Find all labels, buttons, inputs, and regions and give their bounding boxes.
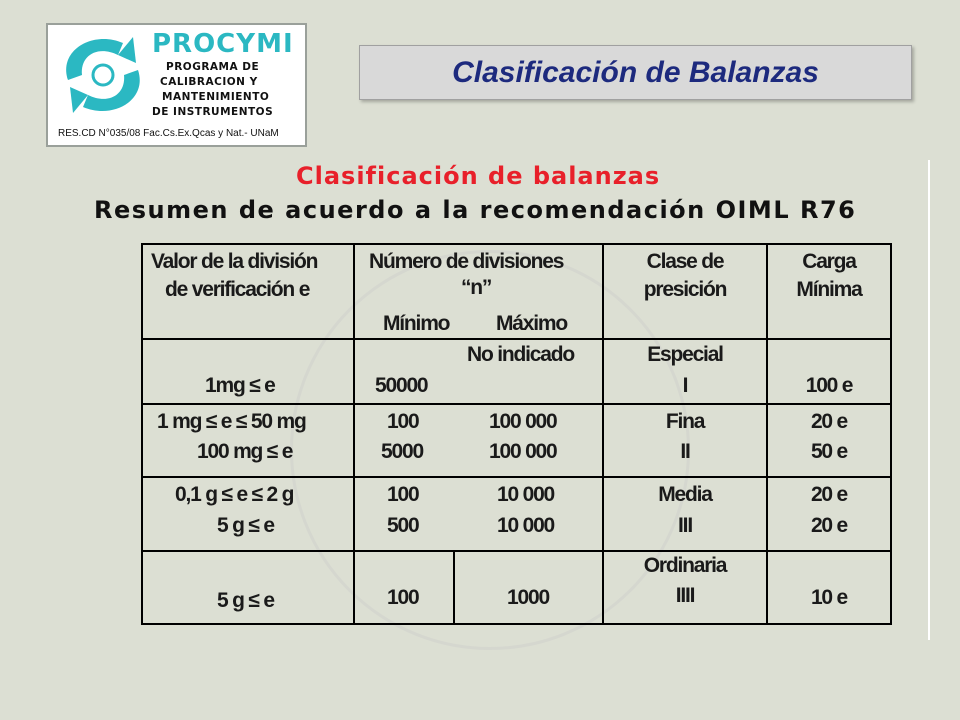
row3-e-2: 5 g ≤ e [217,514,274,537]
table-row-divider [141,338,892,340]
row3-max-1: 10 000 [497,483,555,506]
row2-e-2: 100 mg ≤ e [197,440,293,463]
row3-e-1: 0,1 g ≤ e ≤ 2 g [175,483,294,506]
table-col-divider [353,243,355,625]
row2-load-1: 20 e [810,410,848,433]
row3-min-2: 500 [387,514,419,537]
divider-line [928,160,930,640]
header-max: Máximo [496,312,567,335]
logo-line-1: PROGRAMA DE [166,61,260,73]
header-divisions: Número de divisiones [369,250,564,273]
header-class-2: presición [643,278,727,301]
logo-resolution: RES.CD N°035/08 Fac.Cs.Ex.Qcas y Nat.- UNaM [58,128,279,139]
section-subtitle: Clasificación de balanzas [296,162,661,190]
header-division-value-2: de verificación e [165,278,310,301]
row4-class: Ordinaria [643,554,727,577]
row2-max-2: 100 000 [489,440,557,463]
row1-e: 1mg ≤ e [205,374,275,397]
row1-load: 100 e [805,374,853,397]
slide-title: Clasificación de Balanzas [452,55,819,89]
logo-line-4: DE INSTRUMENTOS [152,106,274,118]
row1-class-roman: I [682,374,688,397]
row4-max: 1000 [507,586,549,609]
table-row-divider [141,403,892,405]
classification-table [141,243,892,625]
summary-heading: Resumen de acuerdo a la recomendación OIML R76 [94,196,857,224]
row2-e-1: 1 mg ≤ e ≤ 50 mg [157,410,306,433]
row4-class-roman: IIII [675,584,695,607]
table-row-divider [141,550,892,552]
row2-class-roman: II [680,440,690,463]
logo-line-2: CALIBRACION Y [160,76,258,88]
row2-load-2: 50 e [810,440,848,463]
row3-min-1: 100 [387,483,419,506]
logo-line-3: MANTENIMIENTO [162,91,270,103]
row3-max-2: 10 000 [497,514,555,537]
header-division-value: Valor de la división [151,250,318,273]
row3-class-roman: III [678,514,692,537]
row2-min-1: 100 [387,410,419,433]
header-min-load-2: Mínima [796,278,862,301]
table-border [141,243,892,245]
row2-max-1: 100 000 [489,410,557,433]
header-divisions-n: “n” [461,276,492,299]
slide-title-box [359,45,912,100]
header-min-load: Carga [802,250,856,273]
row4-min: 100 [387,586,419,609]
row4-e: 5 g ≤ e [217,589,274,612]
header-min: Mínimo [383,312,450,335]
row1-max: No indicado [467,343,574,366]
row3-load-1: 20 e [810,483,848,506]
logo-emblem-icon [48,25,158,125]
row2-class: Fina [665,410,705,433]
table-border [141,243,143,625]
table-col-divider [453,550,455,625]
table-border [890,243,892,625]
row1-min: 50000 [375,374,428,397]
row4-load: 10 e [810,586,848,609]
procymi-logo [46,23,307,147]
logo-brand: PROCYMI [152,29,294,59]
row3-load-2: 20 e [810,514,848,537]
header-class: Clase de [646,250,724,273]
table-border [141,623,892,625]
table-row-divider [141,476,892,478]
row2-min-2: 5000 [381,440,423,463]
row3-class: Media [658,483,712,506]
row1-class: Especial [647,343,723,366]
